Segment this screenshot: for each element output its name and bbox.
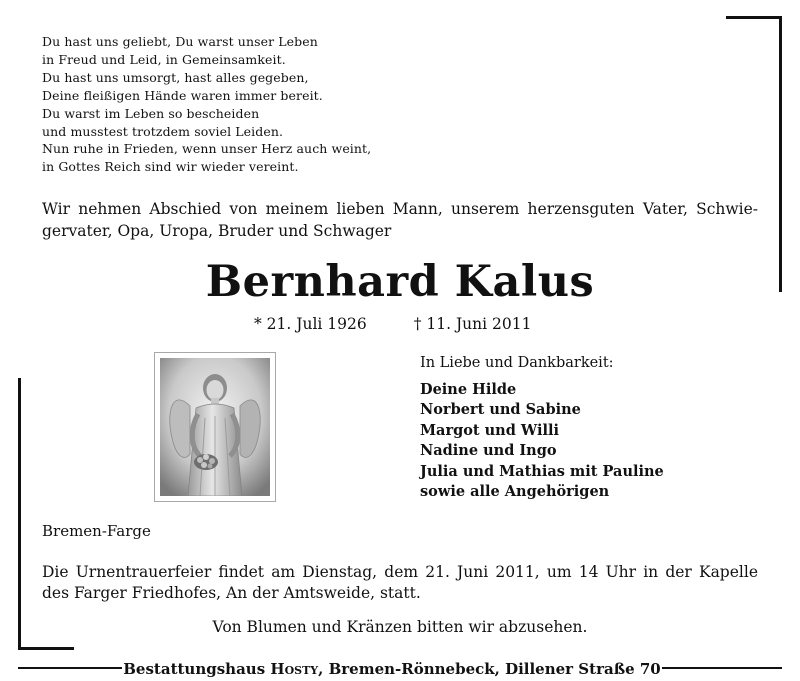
- angel-statue-photo: [154, 352, 276, 502]
- poem-line: Du hast uns geliebt, Du warst unser Leben: [42, 34, 318, 49]
- poem-line: Du warst im Leben so bescheiden: [42, 105, 260, 121]
- footer-suffix: , Bremen-Rönnebeck, Dillener Straße 70: [318, 660, 661, 678]
- poem-line: in Freud und Leid, in Gemeinsamkeit.: [42, 51, 286, 67]
- list-item: Nadine und Ingo: [420, 442, 557, 460]
- ceremony-line-2: des Farger Friedhofes, An der Amtsweide, statt.: [42, 584, 421, 602]
- poem-line: Du hast uns umsorgt, hast alles gegeben,: [42, 69, 309, 85]
- thanks-intro: In Liebe und Dankbarkeit:: [420, 355, 614, 371]
- frame-top-right-horizontal: [726, 16, 782, 19]
- list-item: Julia und Mathias mit Pauline: [420, 462, 664, 480]
- farewell-intro-line-2: gervater, Opa, Uropa, Bruder und Schwager: [42, 222, 392, 240]
- poem-line: und musstest trotzdem soviel Leiden.: [42, 123, 284, 139]
- funeral-home-footer: [122, 658, 662, 680]
- mourners-list: [420, 380, 664, 502]
- ceremony-line-1: Die Urnentrauerfeier findet am Dienstag, dem 21. Juni 2011, um 14 Uhr in der Kapelle: [42, 563, 758, 581]
- list-item: Deine Hilde: [420, 381, 517, 398]
- poem: [42, 33, 502, 176]
- footer-rule-right: [662, 667, 782, 669]
- list-item: Margot und Willi: [420, 421, 559, 439]
- footer-prefix: Bestattungshaus: [123, 660, 266, 678]
- poem-line: in Gottes Reich sind wir wieder vereint.: [42, 159, 299, 175]
- frame-bottom-left-horizontal: [18, 647, 74, 650]
- list-item: sowie alle Angehörigen: [420, 483, 610, 501]
- place: Bremen-Farge: [42, 522, 151, 540]
- poem-line: Nun ruhe in Frieden, wenn unser Herz auch weint,: [42, 141, 372, 157]
- death-date: † 11. Juni 2011: [413, 315, 532, 333]
- life-dates: [254, 313, 531, 335]
- footer-rule-left: [18, 667, 122, 669]
- flowers-note: Von Blumen und Kränzen bitten wir abzusehen.: [212, 618, 588, 636]
- frame-bottom-left-vertical: [18, 378, 21, 650]
- frame-top-right-vertical: [779, 16, 782, 292]
- farewell-intro-line-1: Wir nehmen Abschied von meinem lieben Mann, unserem herzensguten Vater, Schwie-: [42, 200, 758, 218]
- list-item: Norbert und Sabine: [420, 401, 581, 419]
- farewell-intro: [42, 198, 758, 242]
- footer-brand: Hosty: [270, 660, 319, 678]
- angel-statue-icon: [160, 358, 270, 496]
- poem-line: Deine fleißigen Hände waren immer bereit.: [42, 87, 323, 103]
- birth-date: * 21. Juli 1926: [254, 315, 367, 333]
- ceremony-info: [42, 562, 758, 604]
- deceased-name: Bernhard Kalus: [205, 257, 595, 307]
